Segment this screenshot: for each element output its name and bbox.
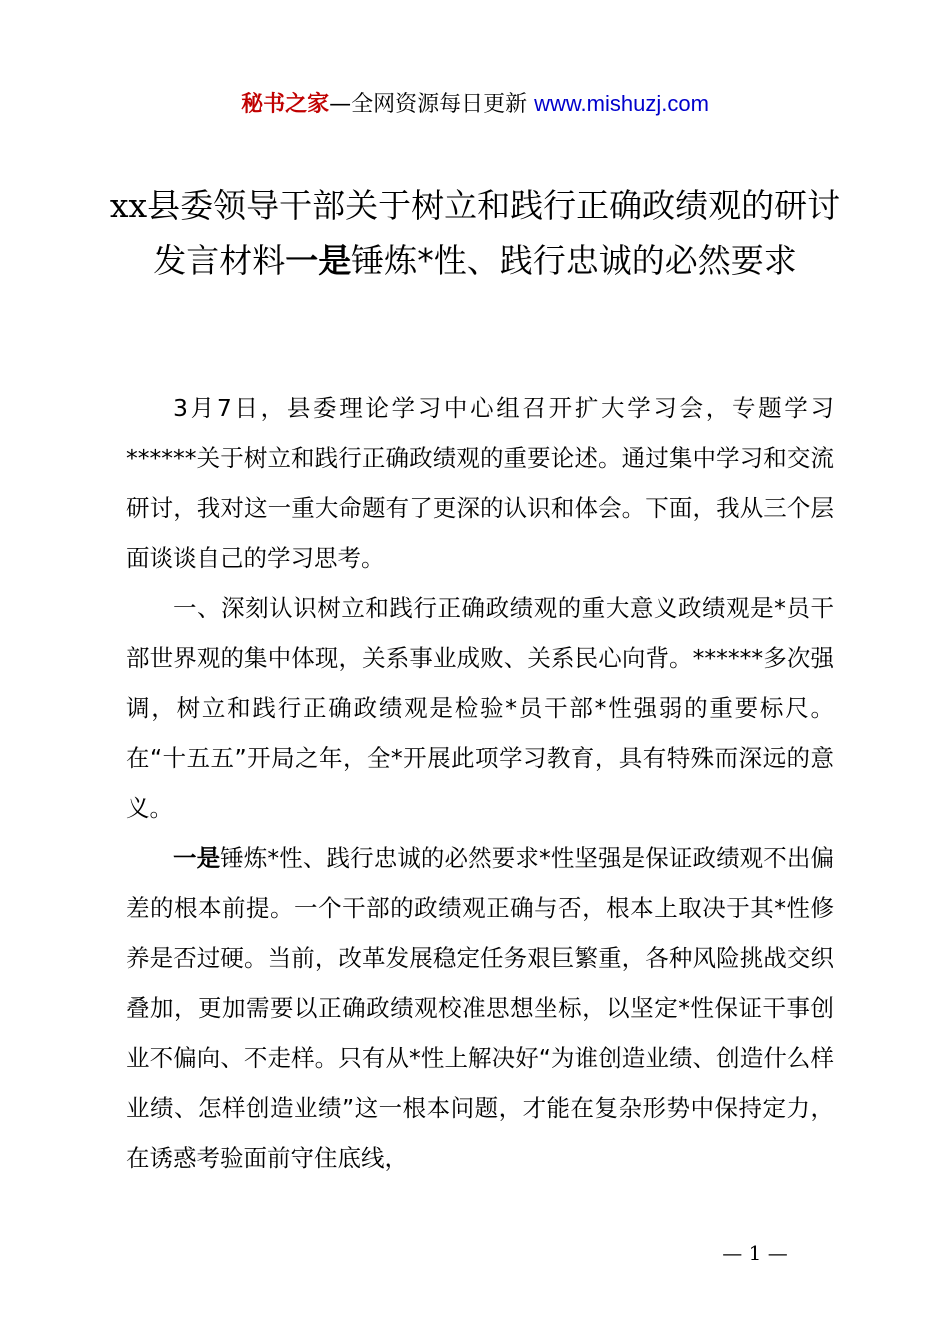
- paragraph-section-one: [126, 583, 834, 833]
- header-tagline: —全网资源每日更新: [329, 92, 535, 117]
- paragraph-lead: 一是: [173, 844, 221, 872]
- document-body: [126, 383, 834, 1183]
- site-url-link[interactable]: www.mishuzj.com: [534, 91, 709, 116]
- site-brand: 秘书之家: [241, 92, 330, 117]
- title-main: 县委领导干部关于树立和践行正确政绩观的研讨发言材料: [147, 186, 841, 280]
- paragraph-text: 一、深刻认识树立和践行正确政绩观的重大意义政绩观是*员干部世界观的集中体现，关系事业成败、关系民心向背。******多次强调，树立和践行正确政绩观是检验*员干部*性强弱的重要标尺。在“十五五”开局之年，全*开展此项学习教育，具有特殊而深远的意义。: [126, 594, 834, 822]
- paragraph-point-one: [126, 833, 834, 1183]
- page-number: — 1 —: [722, 1241, 788, 1265]
- paragraph-text: 锤炼*性、践行忠诚的必然要求*性坚强是保证政绩观不出偏差的根本前提。一个干部的政绩观正确与否，根本上取决于其*性修养是否过硬。当前，改革发展稳定任务艰巨繁重，各种风险挑战交织叠加，更加需要以正确政绩观校准思想坐标，以坚定*性保证干事创业不偏向、不走样。只有从*性上解决好“为谁创造业绩、创造什么样业绩、怎样创造业绩”这一根本问题，才能在复杂形势中保持定力，在诱惑考验面前守住底线，: [126, 844, 835, 1172]
- document-title: [100, 178, 850, 288]
- title-bold: 一是: [285, 241, 352, 280]
- title-tail: 锤炼*性、践行忠诚的必然要求: [351, 241, 797, 280]
- paragraph-text: 3月7日，县委理论学习中心组召开扩大学习会，专题学习******关于树立和践行正确政绩观的重要论述。通过集中学习和交流研讨，我对这一重大命题有了更深的认识和体会。下面，我从三个层面谈谈自己的学习思考。: [126, 394, 834, 572]
- site-header: [0, 86, 950, 123]
- paragraph-intro: [126, 383, 834, 583]
- title-prefix: xx: [109, 186, 148, 225]
